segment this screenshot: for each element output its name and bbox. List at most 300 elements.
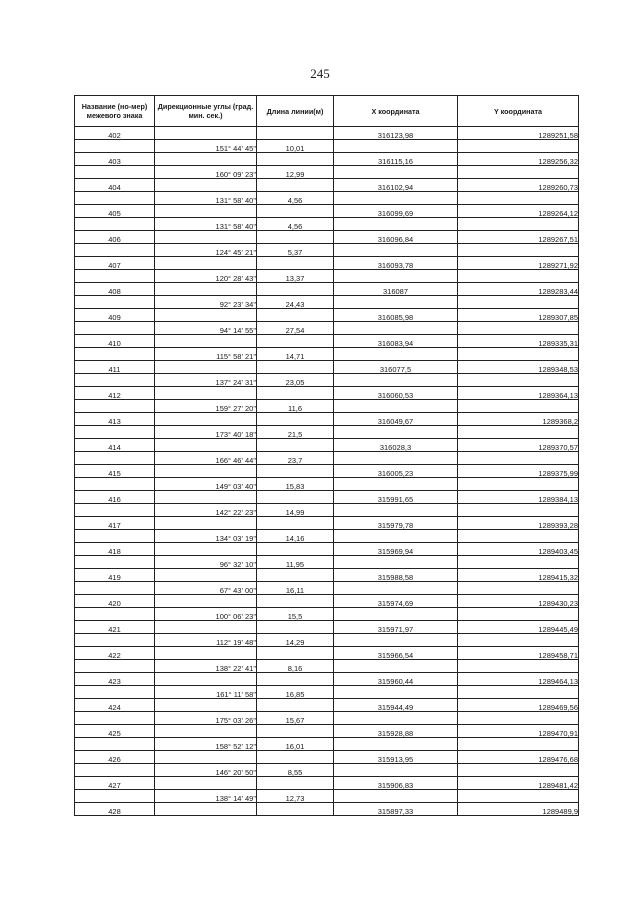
- direction-angle: 158° 52' 12": [155, 738, 257, 751]
- y-coordinate: 1289283,44: [458, 283, 579, 296]
- point-name: 414: [75, 439, 155, 452]
- point-name: 421: [75, 621, 155, 634]
- x-coordinate: 315944,49: [334, 699, 458, 712]
- empty-cell: [155, 751, 257, 764]
- x-coordinate: 316115,16: [334, 153, 458, 166]
- line-length: 14,99: [257, 504, 334, 517]
- direction-angle: 131° 58' 40": [155, 192, 257, 205]
- empty-cell: [257, 673, 334, 686]
- table-row-segment: [75, 296, 579, 309]
- x-coordinate: 316083,94: [334, 335, 458, 348]
- point-name: 425: [75, 725, 155, 738]
- y-coordinate: 1289470,91: [458, 725, 579, 738]
- point-name: 427: [75, 777, 155, 790]
- table-row-segment: [75, 218, 579, 231]
- direction-angle: 96° 32' 10": [155, 556, 257, 569]
- table-row-segment: [75, 426, 579, 439]
- empty-cell: [257, 257, 334, 270]
- x-coordinate: 316123,98: [334, 127, 458, 140]
- point-name: 405: [75, 205, 155, 218]
- y-coordinate: 1289458,71: [458, 647, 579, 660]
- empty-cell: [458, 660, 579, 673]
- line-length: 16,85: [257, 686, 334, 699]
- x-coordinate: 316049,67: [334, 413, 458, 426]
- empty-cell: [458, 686, 579, 699]
- table-row-segment: [75, 504, 579, 517]
- direction-angle: 138° 14' 49": [155, 790, 257, 803]
- point-name: 402: [75, 127, 155, 140]
- x-coordinate: 315974,69: [334, 595, 458, 608]
- table-row-segment: [75, 192, 579, 205]
- empty-cell: [334, 478, 458, 491]
- x-coordinate: 316093,78: [334, 257, 458, 270]
- y-coordinate: 1289489,9: [458, 803, 579, 816]
- line-length: 8,16: [257, 660, 334, 673]
- y-coordinate: 1289481,42: [458, 777, 579, 790]
- direction-angle: 149° 03' 40": [155, 478, 257, 491]
- table-row-point: [75, 439, 579, 452]
- empty-cell: [257, 231, 334, 244]
- empty-cell: [257, 699, 334, 712]
- direction-angle: 161° 11' 58": [155, 686, 257, 699]
- empty-cell: [75, 582, 155, 595]
- empty-cell: [458, 712, 579, 725]
- direction-angle: 142° 22' 23": [155, 504, 257, 517]
- empty-cell: [257, 595, 334, 608]
- empty-cell: [155, 725, 257, 738]
- empty-cell: [75, 764, 155, 777]
- y-coordinate: 1289364,13: [458, 387, 579, 400]
- empty-cell: [458, 634, 579, 647]
- point-name: 422: [75, 647, 155, 660]
- point-name: 409: [75, 309, 155, 322]
- empty-cell: [334, 556, 458, 569]
- empty-cell: [155, 439, 257, 452]
- point-name: 408: [75, 283, 155, 296]
- line-length: 8,55: [257, 764, 334, 777]
- table-row-point: [75, 543, 579, 556]
- empty-cell: [458, 530, 579, 543]
- line-length: 11,95: [257, 556, 334, 569]
- line-length: 12,73: [257, 790, 334, 803]
- direction-angle: 134° 03' 19": [155, 530, 257, 543]
- empty-cell: [75, 192, 155, 205]
- point-name: 410: [75, 335, 155, 348]
- table-row-point: [75, 699, 579, 712]
- direction-angle: 92° 23' 34": [155, 296, 257, 309]
- empty-cell: [155, 569, 257, 582]
- empty-cell: [155, 673, 257, 686]
- table-row-segment: [75, 166, 579, 179]
- line-length: 24,43: [257, 296, 334, 309]
- empty-cell: [334, 218, 458, 231]
- point-name: 415: [75, 465, 155, 478]
- empty-cell: [334, 400, 458, 413]
- page-number: 245: [310, 66, 330, 81]
- empty-cell: [257, 335, 334, 348]
- empty-cell: [458, 738, 579, 751]
- empty-cell: [155, 413, 257, 426]
- table-row-point: [75, 647, 579, 660]
- empty-cell: [458, 192, 579, 205]
- y-coordinate: 1289415,32: [458, 569, 579, 582]
- empty-cell: [458, 322, 579, 335]
- empty-cell: [334, 322, 458, 335]
- empty-cell: [75, 686, 155, 699]
- line-length: 15,67: [257, 712, 334, 725]
- point-name: 412: [75, 387, 155, 400]
- point-name: 419: [75, 569, 155, 582]
- empty-cell: [334, 790, 458, 803]
- empty-cell: [155, 621, 257, 634]
- x-coordinate: 315969,94: [334, 543, 458, 556]
- table-row-point: [75, 517, 579, 530]
- y-coordinate: 1289251,58: [458, 127, 579, 140]
- empty-cell: [155, 309, 257, 322]
- table-row-segment: [75, 608, 579, 621]
- empty-cell: [155, 465, 257, 478]
- table-row-point: [75, 751, 579, 764]
- table-row-segment: [75, 400, 579, 413]
- point-name: 417: [75, 517, 155, 530]
- table-row-segment: [75, 738, 579, 751]
- table-row-segment: [75, 270, 579, 283]
- empty-cell: [155, 205, 257, 218]
- empty-cell: [75, 452, 155, 465]
- empty-cell: [75, 530, 155, 543]
- empty-cell: [75, 660, 155, 673]
- x-coordinate: 316102,94: [334, 179, 458, 192]
- empty-cell: [458, 218, 579, 231]
- empty-cell: [155, 283, 257, 296]
- header-angle: Дирекционные углы (град. мин. сек.): [155, 96, 257, 127]
- table-row-point: [75, 335, 579, 348]
- empty-cell: [155, 361, 257, 374]
- table-row-point: [75, 413, 579, 426]
- empty-cell: [458, 166, 579, 179]
- empty-cell: [334, 296, 458, 309]
- line-length: 21,5: [257, 426, 334, 439]
- line-length: 4,56: [257, 192, 334, 205]
- x-coordinate: 316060,53: [334, 387, 458, 400]
- empty-cell: [155, 153, 257, 166]
- empty-cell: [257, 751, 334, 764]
- direction-angle: 166° 46' 44": [155, 452, 257, 465]
- empty-cell: [75, 504, 155, 517]
- empty-cell: [334, 348, 458, 361]
- empty-cell: [155, 647, 257, 660]
- line-length: 5,37: [257, 244, 334, 257]
- line-length: 16,01: [257, 738, 334, 751]
- table-row-segment: [75, 140, 579, 153]
- point-name: 411: [75, 361, 155, 374]
- empty-cell: [257, 205, 334, 218]
- coordinates-table: [74, 95, 579, 816]
- table-row-point: [75, 569, 579, 582]
- direction-angle: 137° 24' 31": [155, 374, 257, 387]
- direction-angle: 146° 20' 50": [155, 764, 257, 777]
- empty-cell: [257, 647, 334, 660]
- direction-angle: 112° 19' 48": [155, 634, 257, 647]
- empty-cell: [257, 491, 334, 504]
- x-coordinate: 316005,23: [334, 465, 458, 478]
- x-coordinate: 316099,69: [334, 205, 458, 218]
- empty-cell: [257, 543, 334, 556]
- direction-angle: 115° 58' 21": [155, 348, 257, 361]
- empty-cell: [257, 439, 334, 452]
- empty-cell: [75, 244, 155, 257]
- point-name: 428: [75, 803, 155, 816]
- x-coordinate: 315979,78: [334, 517, 458, 530]
- line-length: 13,37: [257, 270, 334, 283]
- y-coordinate: 1289335,31: [458, 335, 579, 348]
- line-length: 23,05: [257, 374, 334, 387]
- table-row-segment: [75, 556, 579, 569]
- empty-cell: [334, 634, 458, 647]
- point-name: 407: [75, 257, 155, 270]
- empty-cell: [458, 504, 579, 517]
- empty-cell: [155, 231, 257, 244]
- empty-cell: [334, 140, 458, 153]
- empty-cell: [257, 361, 334, 374]
- table-row-point: [75, 127, 579, 140]
- empty-cell: [458, 426, 579, 439]
- empty-cell: [334, 452, 458, 465]
- point-name: 420: [75, 595, 155, 608]
- empty-cell: [257, 127, 334, 140]
- empty-cell: [75, 556, 155, 569]
- y-coordinate: 1289307,85: [458, 309, 579, 322]
- empty-cell: [75, 348, 155, 361]
- empty-cell: [155, 803, 257, 816]
- empty-cell: [257, 309, 334, 322]
- table-row-segment: [75, 790, 579, 803]
- direction-angle: 151° 44' 45": [155, 140, 257, 153]
- table-row-point: [75, 361, 579, 374]
- empty-cell: [334, 582, 458, 595]
- x-coordinate: 316096,84: [334, 231, 458, 244]
- line-length: 15,5: [257, 608, 334, 621]
- y-coordinate: 1289384,13: [458, 491, 579, 504]
- y-coordinate: 1289264,12: [458, 205, 579, 218]
- empty-cell: [334, 270, 458, 283]
- empty-cell: [458, 270, 579, 283]
- y-coordinate: 1289370,57: [458, 439, 579, 452]
- empty-cell: [75, 426, 155, 439]
- empty-cell: [155, 699, 257, 712]
- empty-cell: [75, 790, 155, 803]
- empty-cell: [257, 777, 334, 790]
- empty-cell: [334, 504, 458, 517]
- x-coordinate: 316028,3: [334, 439, 458, 452]
- empty-cell: [155, 517, 257, 530]
- empty-cell: [75, 478, 155, 491]
- table-row-segment: [75, 634, 579, 647]
- y-coordinate: 1289464,13: [458, 673, 579, 686]
- y-coordinate: 1289260,73: [458, 179, 579, 192]
- y-coordinate: 1289368,2: [458, 413, 579, 426]
- direction-angle: 120° 28' 43": [155, 270, 257, 283]
- point-name: 403: [75, 153, 155, 166]
- empty-cell: [257, 179, 334, 192]
- point-name: 418: [75, 543, 155, 556]
- line-length: 14,29: [257, 634, 334, 647]
- line-length: 23,7: [257, 452, 334, 465]
- direction-angle: 67° 43' 00": [155, 582, 257, 595]
- empty-cell: [75, 322, 155, 335]
- empty-cell: [75, 712, 155, 725]
- point-name: 424: [75, 699, 155, 712]
- empty-cell: [334, 686, 458, 699]
- direction-angle: 175° 03' 26": [155, 712, 257, 725]
- table-row-segment: [75, 348, 579, 361]
- y-coordinate: 1289476,68: [458, 751, 579, 764]
- y-coordinate: 1289403,45: [458, 543, 579, 556]
- table-row-segment: [75, 452, 579, 465]
- direction-angle: 100° 06' 23": [155, 608, 257, 621]
- empty-cell: [75, 738, 155, 751]
- line-length: 10,01: [257, 140, 334, 153]
- table-row-segment: [75, 244, 579, 257]
- empty-cell: [334, 530, 458, 543]
- empty-cell: [75, 374, 155, 387]
- table-row-segment: [75, 478, 579, 491]
- table-row-point: [75, 673, 579, 686]
- table-row-point: [75, 205, 579, 218]
- table-header-row: [75, 96, 579, 127]
- x-coordinate: 315960,44: [334, 673, 458, 686]
- table-row-point: [75, 309, 579, 322]
- direction-angle: 173° 40' 18": [155, 426, 257, 439]
- line-length: 12,99: [257, 166, 334, 179]
- empty-cell: [334, 166, 458, 179]
- empty-cell: [75, 296, 155, 309]
- y-coordinate: 1289393,28: [458, 517, 579, 530]
- y-coordinate: 1289256,32: [458, 153, 579, 166]
- empty-cell: [334, 764, 458, 777]
- x-coordinate: 315971,97: [334, 621, 458, 634]
- empty-cell: [458, 582, 579, 595]
- table-row-segment: [75, 374, 579, 387]
- table-row-point: [75, 777, 579, 790]
- empty-cell: [257, 803, 334, 816]
- x-coordinate: 316077,5: [334, 361, 458, 374]
- x-coordinate: 315897,33: [334, 803, 458, 816]
- empty-cell: [75, 166, 155, 179]
- table-row-point: [75, 231, 579, 244]
- table-row-point: [75, 153, 579, 166]
- empty-cell: [155, 257, 257, 270]
- point-name: 406: [75, 231, 155, 244]
- y-coordinate: 1289348,53: [458, 361, 579, 374]
- empty-cell: [155, 491, 257, 504]
- y-coordinate: 1289271,92: [458, 257, 579, 270]
- point-name: 426: [75, 751, 155, 764]
- empty-cell: [458, 764, 579, 777]
- table-body: [75, 127, 579, 816]
- table-row-point: [75, 595, 579, 608]
- y-coordinate: 1289430,23: [458, 595, 579, 608]
- empty-cell: [75, 400, 155, 413]
- empty-cell: [75, 218, 155, 231]
- line-length: 15,83: [257, 478, 334, 491]
- table-row-segment: [75, 712, 579, 725]
- empty-cell: [458, 296, 579, 309]
- empty-cell: [257, 465, 334, 478]
- empty-cell: [458, 608, 579, 621]
- empty-cell: [334, 244, 458, 257]
- point-name: 423: [75, 673, 155, 686]
- empty-cell: [458, 400, 579, 413]
- table-row-segment: [75, 582, 579, 595]
- direction-angle: 159° 27' 20": [155, 400, 257, 413]
- empty-cell: [155, 543, 257, 556]
- empty-cell: [257, 725, 334, 738]
- point-name: 404: [75, 179, 155, 192]
- line-length: 11,6: [257, 400, 334, 413]
- point-name: 416: [75, 491, 155, 504]
- y-coordinate: 1289267,51: [458, 231, 579, 244]
- empty-cell: [458, 556, 579, 569]
- x-coordinate: 316085,98: [334, 309, 458, 322]
- empty-cell: [334, 738, 458, 751]
- empty-cell: [458, 790, 579, 803]
- empty-cell: [334, 426, 458, 439]
- empty-cell: [334, 660, 458, 673]
- empty-cell: [75, 140, 155, 153]
- table-row-point: [75, 725, 579, 738]
- direction-angle: 124° 45' 21": [155, 244, 257, 257]
- empty-cell: [155, 179, 257, 192]
- header-name: Название (но-мер) межевого знака: [75, 96, 155, 127]
- empty-cell: [75, 634, 155, 647]
- empty-cell: [458, 452, 579, 465]
- x-coordinate: 315991,65: [334, 491, 458, 504]
- empty-cell: [155, 387, 257, 400]
- line-length: 14,16: [257, 530, 334, 543]
- x-coordinate: 316087: [334, 283, 458, 296]
- y-coordinate: 1289375,99: [458, 465, 579, 478]
- empty-cell: [458, 374, 579, 387]
- table-row-point: [75, 257, 579, 270]
- x-coordinate: 315906,83: [334, 777, 458, 790]
- line-length: 27,54: [257, 322, 334, 335]
- direction-angle: 94° 14' 55": [155, 322, 257, 335]
- empty-cell: [458, 140, 579, 153]
- x-coordinate: 315988,58: [334, 569, 458, 582]
- table-row-segment: [75, 686, 579, 699]
- empty-cell: [257, 621, 334, 634]
- empty-cell: [257, 413, 334, 426]
- table-row-point: [75, 621, 579, 634]
- direction-angle: 131° 58' 40": [155, 218, 257, 231]
- table-row-segment: [75, 660, 579, 673]
- table-row-segment: [75, 322, 579, 335]
- line-length: 14,71: [257, 348, 334, 361]
- empty-cell: [75, 608, 155, 621]
- empty-cell: [75, 270, 155, 283]
- x-coordinate: 315913,95: [334, 751, 458, 764]
- empty-cell: [257, 569, 334, 582]
- empty-cell: [155, 777, 257, 790]
- header-x: X координата: [334, 96, 458, 127]
- empty-cell: [155, 595, 257, 608]
- direction-angle: 138° 22' 41": [155, 660, 257, 673]
- table-row-point: [75, 283, 579, 296]
- empty-cell: [257, 283, 334, 296]
- line-length: 16,11: [257, 582, 334, 595]
- table-row-point: [75, 803, 579, 816]
